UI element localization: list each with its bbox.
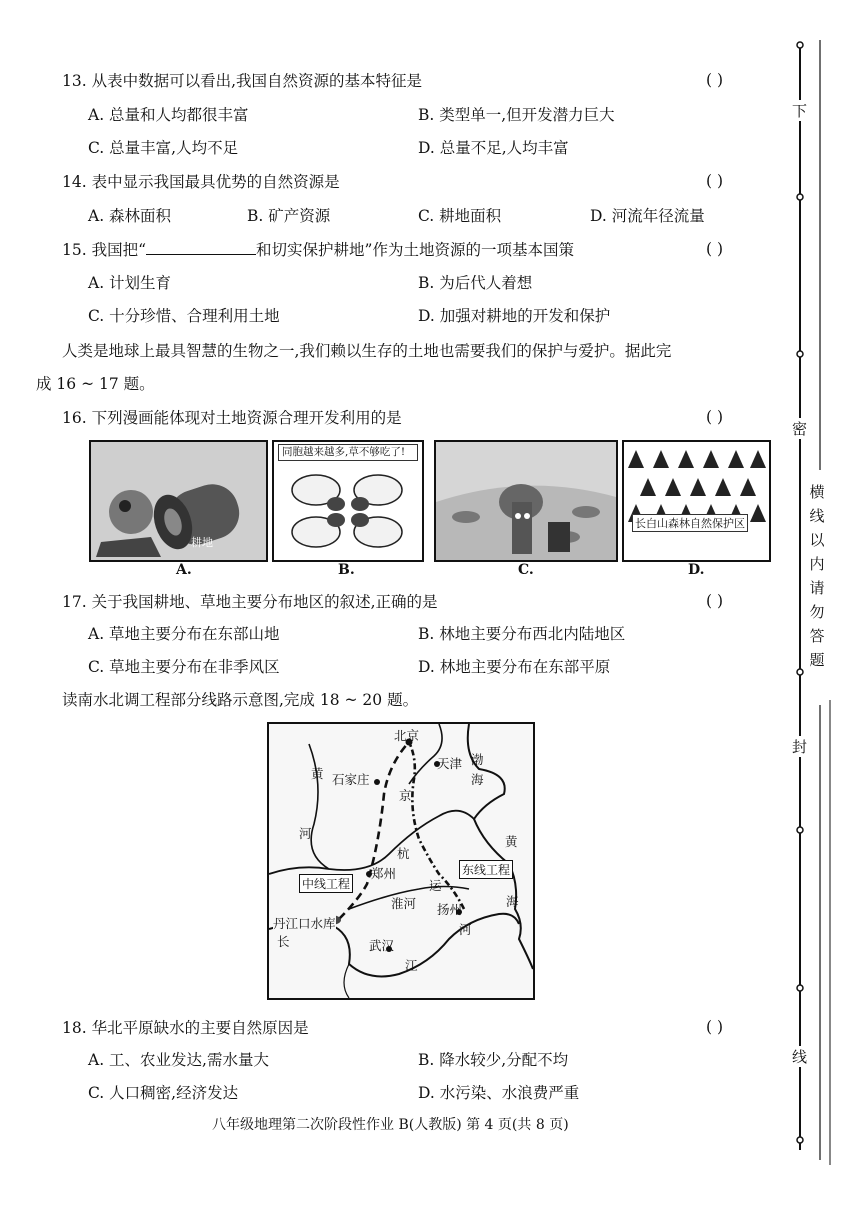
intro-16-17-line1: 人类是地球上最具智慧的生物之一,我们赖以生存的土地也需要我们的保护与爱护。据此完 bbox=[62, 342, 672, 360]
q13-answer-paren: ( ) bbox=[706, 71, 724, 89]
east-route-label: 东线工程 bbox=[459, 860, 513, 879]
q15-fill-blank[interactable] bbox=[146, 240, 256, 255]
binding-instruction bbox=[808, 480, 826, 672]
q15-stem bbox=[62, 240, 574, 260]
cartoon-c-drawing bbox=[436, 442, 616, 560]
map-label-yangzhou: 扬州 bbox=[437, 902, 463, 917]
binding-instruction-char: 题 bbox=[809, 651, 825, 669]
q15-stem-post: 和切实保护耕地”作为土地资源的一项基本国策 bbox=[256, 241, 574, 259]
binding-char-mi: 密 bbox=[792, 420, 808, 438]
cartoon-c bbox=[434, 440, 618, 562]
binding-char-xian: 线 bbox=[792, 1048, 808, 1066]
q13-option-d: D. 总量不足,人均丰富 bbox=[418, 139, 569, 157]
map-label-shijiazhuang: 石家庄 bbox=[332, 772, 370, 787]
cartoon-c-label: C. bbox=[518, 562, 534, 578]
q15-option-a: A. 计划生育 bbox=[88, 274, 172, 292]
map-label-danjiangkou: 丹江口水库 bbox=[273, 916, 336, 931]
q17-answer-paren: ( ) bbox=[706, 592, 724, 610]
q14-option-b: B. 矿产资源 bbox=[247, 207, 331, 225]
intro-16-17-line2: 成 16 ~ 17 题。 bbox=[36, 375, 155, 393]
map-label-tianjin: 天津 bbox=[437, 756, 463, 771]
binding-instruction-char: 以 bbox=[809, 531, 825, 549]
cartoon-d bbox=[622, 440, 771, 562]
intro-18-20: 读南水北调工程部分线路示意图,完成 18 ~ 20 题。 bbox=[62, 691, 419, 709]
q15-option-b: B. 为后代人着想 bbox=[418, 274, 533, 292]
q17-option-a: A. 草地主要分布在东部山地 bbox=[88, 625, 280, 643]
map-label-hang: 杭 bbox=[397, 846, 410, 861]
map-label-jing: 京 bbox=[399, 788, 412, 803]
map-label-bo: 渤 bbox=[471, 752, 484, 767]
binding-char-xia: 下 bbox=[792, 102, 808, 120]
map-label-hai-2: 海 bbox=[506, 894, 519, 909]
q18-option-c: C. 人口稠密,经济发达 bbox=[88, 1084, 239, 1102]
cartoon-b bbox=[272, 440, 424, 562]
binding-instruction-char: 答 bbox=[809, 627, 825, 645]
middle-route-label: 中线工程 bbox=[299, 874, 353, 893]
map-label-huaihe: 淮河 bbox=[391, 896, 417, 911]
map-label-huang-right: 黄 bbox=[505, 834, 518, 849]
map-label-chang: 长 bbox=[277, 934, 290, 949]
page-footer: 八年级地理第二次阶段性作业 B(人教版) 第 4 页(共 8 页) bbox=[212, 1117, 569, 1133]
q13-option-a: A. 总量和人均都很丰富 bbox=[88, 106, 249, 124]
q17-option-c: C. 草地主要分布在非季风区 bbox=[88, 658, 280, 676]
q17-stem: 17. 关于我国耕地、草地主要分布地区的叙述,正确的是 bbox=[62, 593, 438, 611]
q15-option-d: D. 加强对耕地的开发和保护 bbox=[418, 307, 611, 325]
binding-char-feng: 封 bbox=[792, 738, 808, 756]
q15-option-c: C. 十分珍惜、合理利用土地 bbox=[88, 307, 280, 325]
q15-stem-pre: 15. 我国把“ bbox=[62, 241, 147, 259]
cartoon-a-label: A. bbox=[176, 562, 192, 578]
cartoon-b-speech-bubble: 同胞越来越多,草不够吃了! bbox=[278, 444, 418, 461]
binding-instruction-char: 横 bbox=[809, 483, 825, 501]
map-label-yun: 运 bbox=[429, 878, 442, 893]
q13-stem: 13. 从表中数据可以看出,我国自然资源的基本特征是 bbox=[62, 72, 423, 90]
cartoon-d-trees bbox=[624, 442, 769, 560]
q18-option-d: D. 水污染、水浪费严重 bbox=[418, 1084, 580, 1102]
q14-option-c: C. 耕地面积 bbox=[418, 207, 502, 225]
map-label-he-right: 河 bbox=[459, 922, 472, 937]
q14-option-d: D. 河流年径流量 bbox=[590, 207, 705, 225]
cartoon-b-drawing bbox=[274, 442, 422, 560]
q17-option-d: D. 林地主要分布在东部平原 bbox=[418, 658, 611, 676]
map-label-he-left: 河 bbox=[299, 826, 312, 841]
cartoon-d-sign: 长白山森林自然保护区 bbox=[632, 514, 748, 532]
q13-option-c: C. 总量丰富,人均不足 bbox=[88, 139, 239, 157]
map-label-wuhan: 武汉 bbox=[369, 938, 395, 953]
binding-instruction-char: 勿 bbox=[809, 603, 825, 621]
cartoon-a-drawing bbox=[91, 442, 266, 560]
cartoon-a bbox=[89, 440, 268, 562]
q14-option-a: A. 森林面积 bbox=[88, 207, 172, 225]
map-label-beijing: 北京 bbox=[394, 728, 420, 743]
q17-option-b: B. 林地主要分布西北内陆地区 bbox=[418, 625, 626, 643]
q14-answer-paren: ( ) bbox=[706, 172, 724, 190]
q13-option-b: B. 类型单一,但开发潜力巨大 bbox=[418, 106, 615, 124]
q18-option-a: A. 工、农业发达,需水量大 bbox=[88, 1051, 269, 1069]
map-label-jiang: 江 bbox=[405, 958, 418, 973]
water-diversion-map bbox=[267, 722, 535, 1000]
cartoon-b-label: B. bbox=[338, 562, 355, 578]
binding-instruction-char: 线 bbox=[809, 507, 825, 525]
q15-answer-paren: ( ) bbox=[706, 240, 724, 258]
q16-answer-paren: ( ) bbox=[706, 408, 724, 426]
q18-stem: 18. 华北平原缺水的主要自然原因是 bbox=[62, 1019, 309, 1037]
q14-stem: 14. 表中显示我国最具优势的自然资源是 bbox=[62, 173, 340, 191]
q16-stem: 16. 下列漫画能体现对土地资源合理开发利用的是 bbox=[62, 409, 402, 427]
q18-answer-paren: ( ) bbox=[706, 1018, 724, 1036]
map-label-huang-left: 黄 bbox=[311, 766, 324, 781]
map-label-hai-1: 海 bbox=[471, 772, 484, 787]
binding-instruction-char: 内 bbox=[809, 555, 825, 573]
q18-option-b: B. 降水较少,分配不均 bbox=[418, 1051, 569, 1069]
cartoon-d-label: D. bbox=[688, 562, 705, 578]
cartoon-a-inner-label: 耕地 bbox=[191, 536, 213, 549]
map-label-zhengzhou: 郑州 bbox=[371, 866, 397, 881]
binding-instruction-char: 请 bbox=[809, 579, 825, 597]
